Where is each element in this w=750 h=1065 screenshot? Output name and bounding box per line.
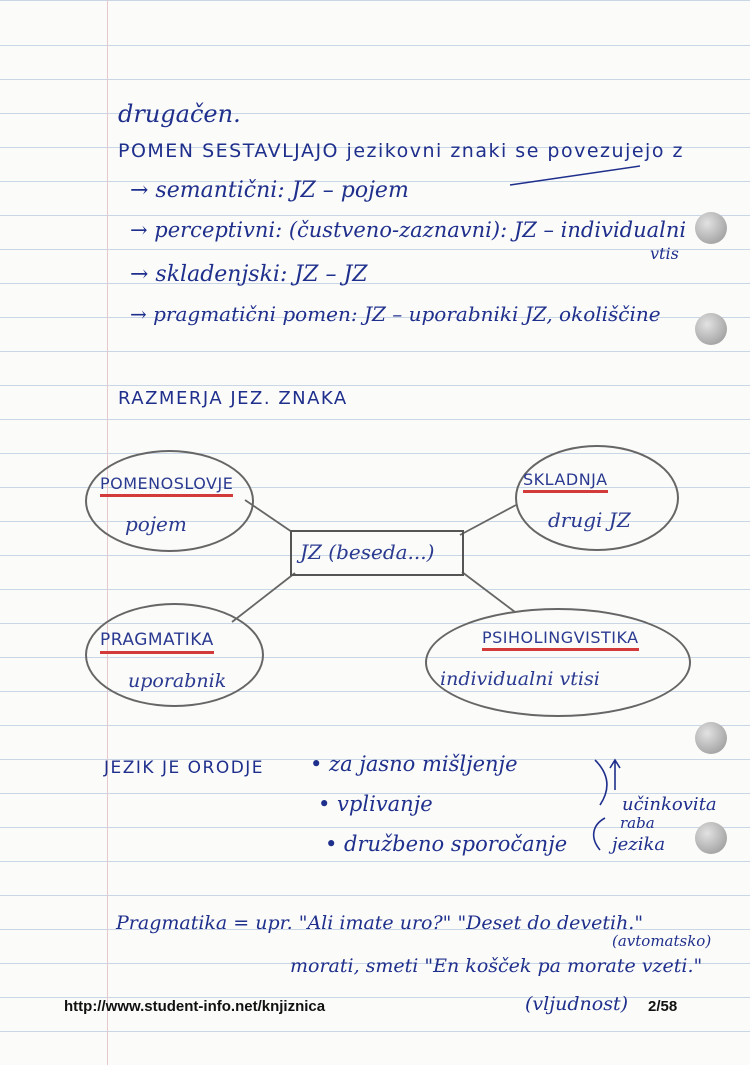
note-heading-razmerja: RAZMERJA JEZ. ZNAKA <box>118 388 348 409</box>
pomenoslovje-sub: pojem <box>125 512 187 536</box>
orodje-side2: raba <box>620 814 655 832</box>
orodje-item3: • družbeno sporočanje <box>325 832 568 856</box>
pragmatika-sub: uporabnik <box>128 670 227 692</box>
note-heading-pomen: POMEN SESTAVLJAJO jezikovni znaki se povezujejo z <box>118 140 684 162</box>
note-line-top: drugačen. <box>118 100 241 128</box>
note-item-skladenjski: → skladenjski: JZ – JZ <box>130 262 368 287</box>
orodje-label: JEZIK JE ORODJE <box>104 758 265 778</box>
skladnja-sub: drugi JZ <box>548 508 631 532</box>
psiholingvistika-title: PSIHOLINGVISTIKA <box>482 628 639 651</box>
pomenoslovje-title: POMENOSLOVJE <box>100 474 233 497</box>
orodje-side1: učinkovita <box>622 794 717 815</box>
pragmatika-auto: (avtomatsko) <box>612 932 712 950</box>
psiholingvistika-sub: individualni vtisi <box>440 668 600 690</box>
note-item-perceptivni: → perceptivni: (čustveno-zaznavni): JZ – individualni <box>130 218 687 242</box>
footer-page-number: 2/58 <box>648 998 678 1015</box>
pragmatika-line1: Pragmatika = upr. "Ali imate uro?" "Deset do devetih." <box>116 912 644 934</box>
pragmatika-title: PRAGMATIKA <box>100 630 214 654</box>
note-item-semanticni: → semantični: JZ – pojem <box>130 178 409 203</box>
pragmatika-vljudnost: (vljudnost) <box>525 993 628 1015</box>
orodje-item2: • vplivanje <box>318 792 433 816</box>
orodje-side3: jezika <box>612 834 666 855</box>
orodje-item1: • za jasno mišljenje <box>310 752 518 776</box>
center-label: JZ (beseda...) <box>300 540 435 564</box>
note-item-perceptivni-cont: vtis <box>650 244 679 263</box>
pragmatika-line2: morati, smeti "En košček pa morate vzeti." <box>290 955 703 977</box>
footer-url: http://www.student-info.net/knjiznica <box>64 998 326 1015</box>
skladnja-title: SKLADNJA <box>523 470 608 493</box>
note-item-pragmaticni: → pragmatični pomen: JZ – uporabniki JZ, okoliščine <box>130 302 661 326</box>
